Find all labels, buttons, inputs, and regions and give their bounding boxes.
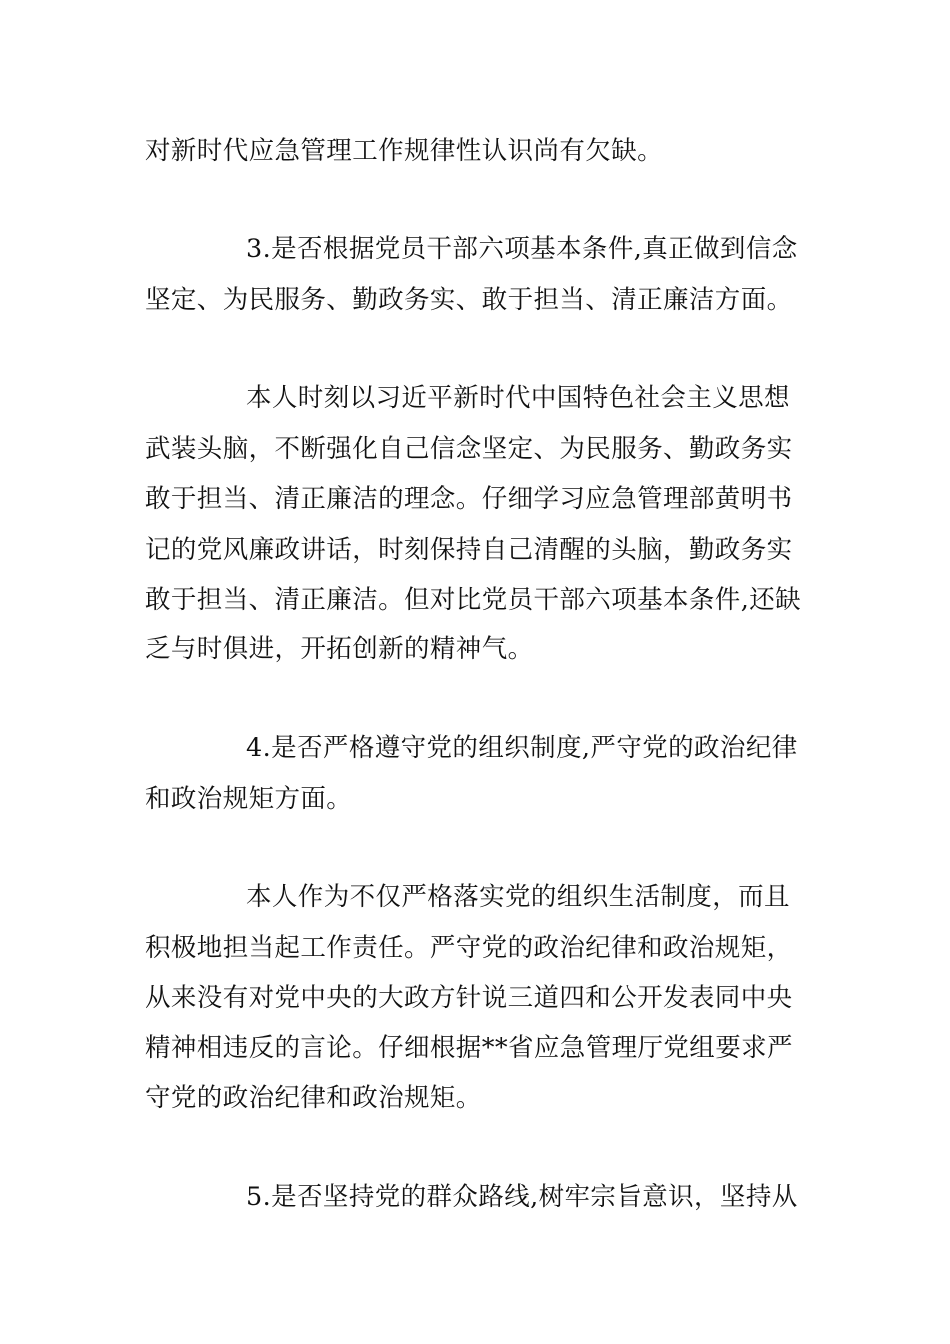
section-heading-5: 5.是否坚持党的群众路线,树牢宗旨意识，坚持从 (246, 1182, 798, 1212)
text-line: 武装头脑，不断强化自己信念坚定、为民服务、勤政务实 (145, 434, 793, 464)
text-line: 积极地担当起工作责任。严守党的政治纪律和政治规矩， (145, 933, 793, 963)
paragraph-start: 本人作为不仅严格落实党的组织生活制度，而且 (246, 882, 790, 912)
text-line: 敢于担当、清正廉洁。但对比党员干部六项基本条件,还缺 (145, 585, 802, 615)
text-line: 乏与时俱进，开拓创新的精神气。 (145, 634, 534, 664)
text-line: 坚定、为民服务、勤政务实、敢于担当、清正廉洁方面。 (145, 285, 793, 315)
text-line: 从来没有对党中央的大政方针说三道四和公开发表同中央 (145, 983, 793, 1013)
section-heading-4: 4.是否严格遵守党的组织制度,严守党的政治纪律 (246, 733, 798, 763)
text-line: 对新时代应急管理工作规律性认识尚有欠缺。 (145, 136, 664, 166)
text-line: 敢于担当、清正廉洁的理念。仔细学习应急管理部黄明书 (145, 484, 793, 514)
text-line: 守党的政治纪律和政治规矩。 (145, 1083, 482, 1113)
text-line: 精神相违反的言论。仔细根据**省应急管理厅党组要求严 (145, 1033, 793, 1063)
text-line: 记的党风廉政讲话，时刻保持自己清醒的头脑，勤政务实 (145, 535, 793, 565)
section-heading-3: 3.是否根据党员干部六项基本条件,真正做到信念 (246, 234, 798, 264)
text-line: 和政治规矩方面。 (145, 784, 353, 814)
paragraph-start: 本人时刻以习近平新时代中国特色社会主义思想 (246, 383, 790, 413)
